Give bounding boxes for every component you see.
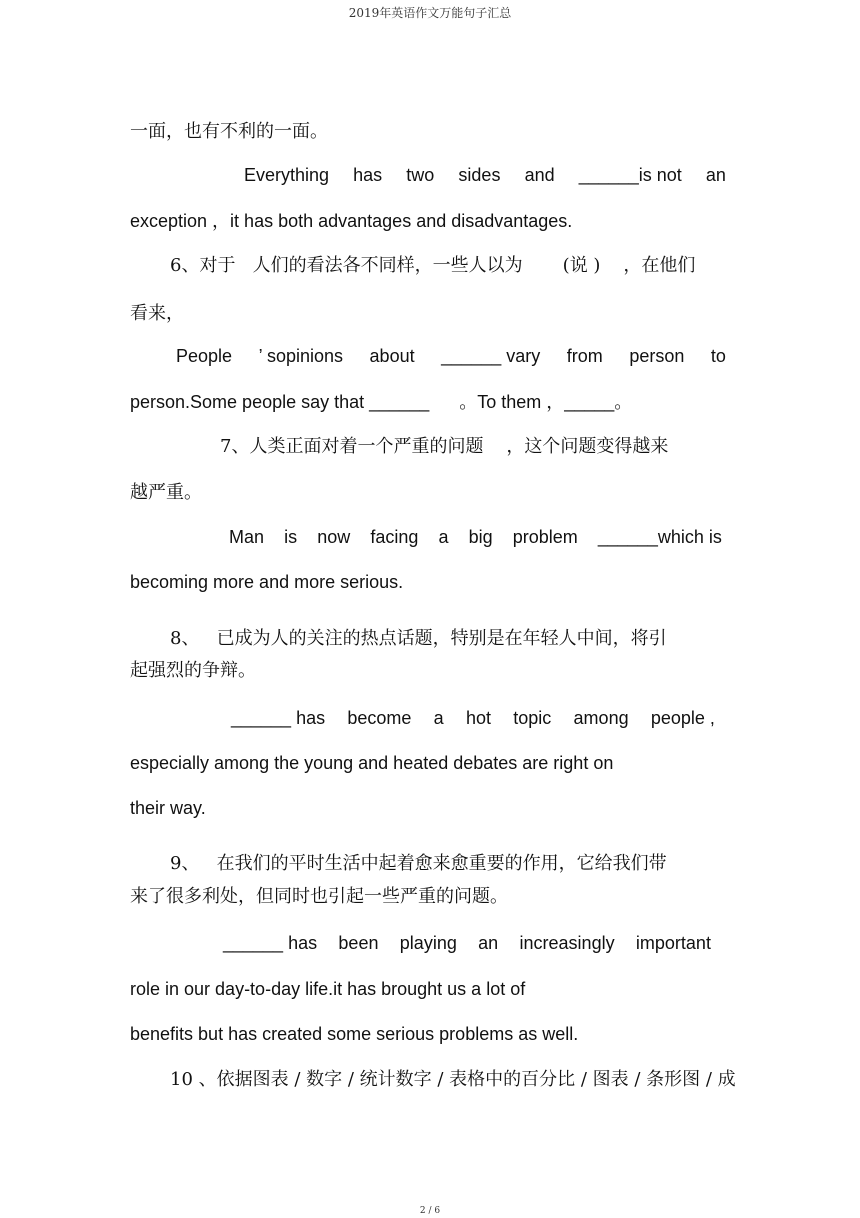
blank-word: ______ has bbox=[223, 933, 318, 953]
word: an bbox=[705, 165, 726, 185]
text-line-9: 越严重。 bbox=[130, 482, 202, 503]
word: people , bbox=[650, 708, 715, 728]
text-line-7: person.Some people say that ______ 。To them ，_____。 bbox=[130, 392, 633, 412]
word: problem bbox=[512, 527, 578, 547]
word: about bbox=[369, 346, 415, 366]
text-line-4: 6、对于 人们的看法各不同样，一些人以为 (说 ) ，在他们 bbox=[170, 255, 696, 276]
text-line-11: becoming more and more serious. bbox=[130, 572, 404, 592]
word: to bbox=[710, 346, 726, 366]
word: big bbox=[468, 527, 493, 547]
text-line-6 bbox=[176, 344, 726, 368]
text-line-5: 看来， bbox=[130, 303, 184, 324]
word: facing bbox=[370, 527, 419, 547]
word: among bbox=[573, 708, 629, 728]
blank-word: ______is not bbox=[578, 165, 682, 185]
word: Everything bbox=[244, 165, 330, 185]
word: and bbox=[524, 165, 555, 185]
text-line-10 bbox=[229, 525, 722, 549]
text-line-16: their way. bbox=[130, 798, 206, 818]
word: person bbox=[629, 346, 685, 366]
word: two bbox=[406, 165, 435, 185]
text-line-17: 9、 在我们的平时生活中起着愈来愈重要的作用，它给我们带 bbox=[170, 853, 667, 874]
text-line-18: 来了很多利处，但同时也引起一些严重的问题。 bbox=[130, 886, 508, 907]
text-line-21: benefits but has created some serious problems as well. bbox=[130, 1024, 579, 1044]
text-line-1: 一面，也有不利的一面。 bbox=[130, 121, 328, 142]
word: hot bbox=[465, 708, 491, 728]
text-line-19 bbox=[223, 931, 711, 955]
text-line-15: especially among the young and heated debates are right on bbox=[130, 753, 614, 773]
blank-word: ______which is bbox=[597, 527, 722, 547]
word: playing bbox=[399, 933, 457, 953]
text-line-22: 10 、依据图表 / 数字 / 统计数字 / 表格中的百分比 / 图表 / 条形图 / 成 bbox=[170, 1069, 736, 1090]
word: topic bbox=[513, 708, 552, 728]
word: a bbox=[438, 527, 449, 547]
word: Man bbox=[229, 527, 265, 547]
text-line-8: 7、人类正面对着一个严重的问题 ，这个问题变得越来 bbox=[220, 436, 669, 457]
word: ’ sopinions bbox=[258, 346, 343, 366]
text-line-2 bbox=[244, 163, 726, 187]
blank-word: ______ has bbox=[231, 708, 326, 728]
text-line-20: role in our day-to-day life.it has brought us a lot of bbox=[130, 979, 526, 999]
word: is bbox=[284, 527, 298, 547]
page-number: 2 / 6 bbox=[419, 1206, 441, 1216]
word: People bbox=[176, 346, 233, 366]
word: a bbox=[433, 708, 444, 728]
word: an bbox=[478, 933, 499, 953]
text-line-12: 8、 已成为人的关注的热点话题，特别是在年轻人中间，将引 bbox=[170, 628, 667, 649]
word: been bbox=[338, 933, 379, 953]
text-line-13: 起强烈的争辩。 bbox=[130, 660, 256, 681]
blank-word: ______ vary bbox=[441, 346, 541, 366]
word: become bbox=[347, 708, 412, 728]
text-line-14 bbox=[231, 706, 715, 730]
word: now bbox=[317, 527, 351, 547]
page-header: 2019年英语作文万能句子汇总 bbox=[348, 6, 512, 20]
word: sides bbox=[458, 165, 501, 185]
word: has bbox=[353, 165, 383, 185]
text-line-3: exception ，it has both advantages and disadvantages. bbox=[130, 211, 573, 231]
word: increasingly bbox=[519, 933, 615, 953]
word: from bbox=[566, 346, 603, 366]
word: important bbox=[635, 933, 711, 953]
